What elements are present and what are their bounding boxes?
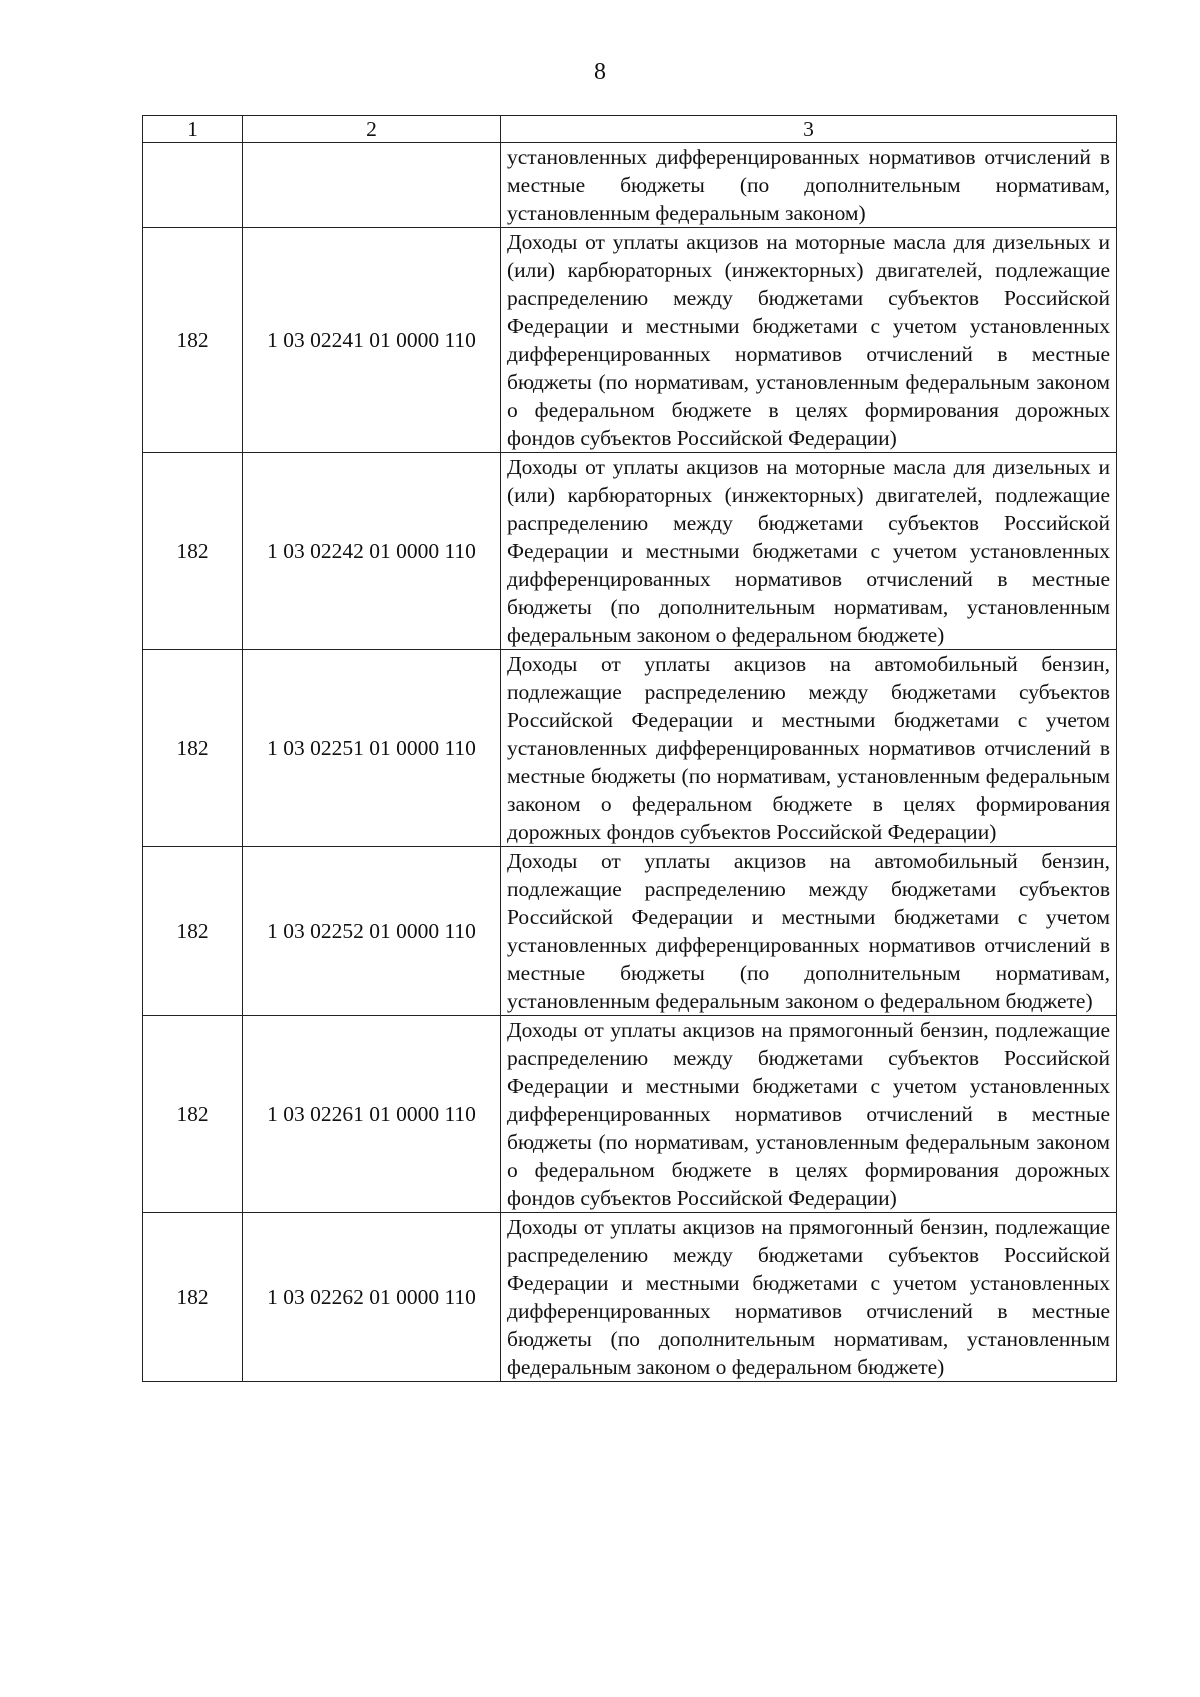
table-row [143, 453, 1117, 650]
page-number: 8 [594, 59, 606, 85]
description-cell [501, 1213, 1117, 1382]
table-row [143, 1016, 1117, 1213]
budget-code-cell: 1 03 02252 01 0000 110 [243, 847, 501, 1016]
table-row [143, 650, 1117, 847]
table-row [143, 1213, 1117, 1382]
admin-code-cell: 182 [143, 228, 243, 453]
description-cell [501, 650, 1117, 847]
admin-code-cell: 182 [143, 453, 243, 650]
description-cell [501, 847, 1117, 1016]
budget-code-cell [243, 143, 501, 228]
description-text: Доходы от уплаты акцизов на моторные масла для дизельных и (или) карбюраторных (инжекторных) двигателей, подлежащие распределению между бюджетами субъектов Российской Федерации и местными бюджетами с учетом установленных дифференцированных нормативов отчислений в местные бюджеты (по нормативам, установленным федеральным законом о федеральном бюджете в целях формирования дорожных фондов субъектов Российской Федерации) [507, 230, 1110, 450]
description-cell [501, 1016, 1117, 1213]
budget-code-cell: 1 03 02261 01 0000 110 [243, 1016, 501, 1213]
description-cell [501, 453, 1117, 650]
column-header-2: 2 [243, 116, 501, 143]
admin-code-cell: 182 [143, 650, 243, 847]
table-row [143, 228, 1117, 453]
table-row [143, 143, 1117, 228]
table-row [143, 847, 1117, 1016]
admin-code-cell: 182 [143, 1016, 243, 1213]
description-text: Доходы от уплаты акцизов на автомобильный бензин, подлежащие распределению между бюджетами субъектов Российской Федерации и местными бюджетами с учетом установленных дифференцированных нормативов отчислений в местные бюджеты (по дополнительным нормативам, установленным федеральным законом о федеральном бюджете) [507, 849, 1110, 1013]
column-header-1: 1 [143, 116, 243, 143]
table-body [143, 143, 1117, 1382]
admin-code-cell: 182 [143, 847, 243, 1016]
description-text: Доходы от уплаты акцизов на автомобильный бензин, подлежащие распределению между бюджетами субъектов Российской Федерации и местными бюджетами с учетом установленных дифференцированных нормативов отчислений в местные бюджеты (по нормативам, установленным федеральным законом о федеральном бюджете в целях формирования дорожных фондов субъектов Российской Федерации) [507, 652, 1110, 844]
admin-code-cell: 182 [143, 1213, 243, 1382]
revenue-codes-table [142, 115, 1117, 1382]
budget-code-cell: 1 03 02242 01 0000 110 [243, 453, 501, 650]
description-text: Доходы от уплаты акцизов на прямогонный бензин, подлежащие распределению между бюджетами субъектов Российской Федерации и местными бюджетами с учетом установленных дифференцированных нормативов отчислений в местные бюджеты (по нормативам, установленным федеральным законом о федеральном бюджете в целях формирования дорожных фондов субъектов Российской Федерации) [507, 1018, 1110, 1210]
table-header-row [143, 116, 1117, 143]
description-text: Доходы от уплаты акцизов на моторные масла для дизельных и (или) карбюраторных (инжекторных) двигателей, подлежащие распределению между бюджетами субъектов Российской Федерации и местными бюджетами с учетом установленных дифференцированных нормативов отчислений в местные бюджеты (по дополнительным нормативам, установленным федеральным законом о федеральном бюджете) [507, 455, 1110, 647]
budget-code-cell: 1 03 02251 01 0000 110 [243, 650, 501, 847]
budget-code-cell: 1 03 02262 01 0000 110 [243, 1213, 501, 1382]
description-cell [501, 228, 1117, 453]
description-text: установленных дифференцированных нормативов отчислений в местные бюджеты (по дополнительным нормативам, установленным федеральным законом) [507, 145, 1110, 225]
column-header-3: 3 [501, 116, 1117, 143]
budget-code-cell: 1 03 02241 01 0000 110 [243, 228, 501, 453]
description-text: Доходы от уплаты акцизов на прямогонный бензин, подлежащие распределению между бюджетами субъектов Российской Федерации и местными бюджетами с учетом установленных дифференцированных нормативов отчислений в местные бюджеты (по дополнительным нормативам, установленным федеральным законом о федеральном бюджете) [507, 1215, 1110, 1379]
table-header [143, 116, 1117, 143]
description-cell [501, 143, 1117, 228]
admin-code-cell [143, 143, 243, 228]
